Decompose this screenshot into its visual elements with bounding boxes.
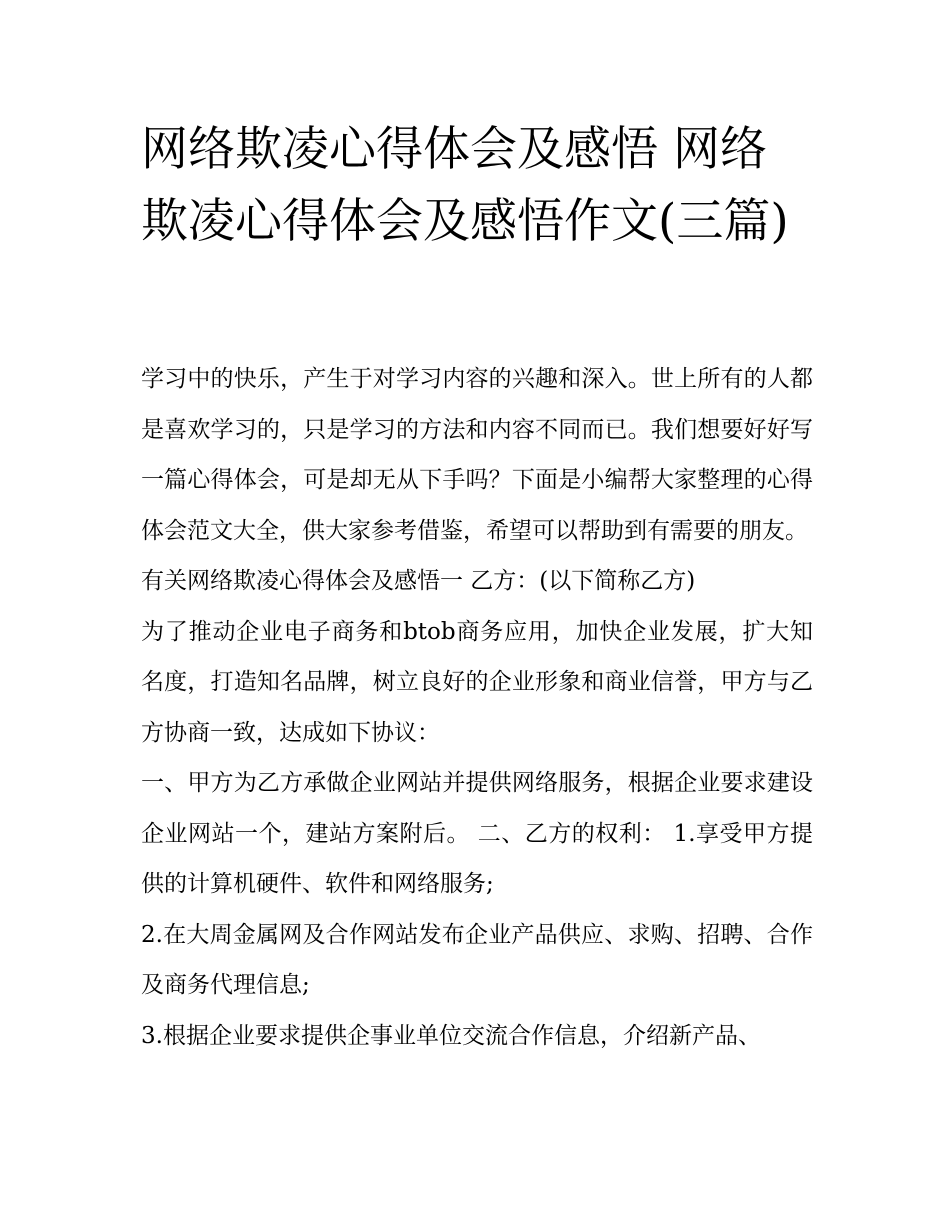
paragraph-purpose: 为了推动企业电子商务和btob商务应用，加快企业发展，扩大知名度，打造知名品牌，树立良好的企业形象和商业信誉，甲方与乙方协商一致，达成如下协议：: [141, 618, 813, 746]
paragraph-heading-one: 有关网络欺凌心得体会及感悟一 乙方：(以下简称乙方): [141, 568, 696, 594]
paragraph-clause-two: 2.在大周金属网及合作网站发布企业产品供应、求购、招聘、合作及商务代理信息;: [141, 921, 813, 998]
paragraph-clause-three: 3.根据企业要求提供企事业单位交流合作信息，介绍新产品、: [141, 1022, 761, 1049]
document-title: 网络欺凌心得体会及感悟 网络欺凌心得体会及感悟作文(三篇): [141, 122, 789, 249]
paragraph-intro: 学习中的快乐，产生于对学习内容的兴趣和深入。世上所有的人都是喜欢学习的，只是学习的方法和内容不同而已。我们想要好好写一篇心得体会，可是却无从下手吗？下面是小编帮大家整理的心得体会范文大全，供大家参考借鉴，希望可以帮助到有需要的朋友。: [141, 366, 813, 544]
paragraph-clause-one: 一、甲方为乙方承做企业网站并提供网络服务，根据企业要求建设企业网站一个，建站方案附后。 二、乙方的权利： 1.享受甲方提供的计算机硬件、软件和网络服务;: [141, 770, 813, 897]
document-body: [141, 354, 813, 1061]
